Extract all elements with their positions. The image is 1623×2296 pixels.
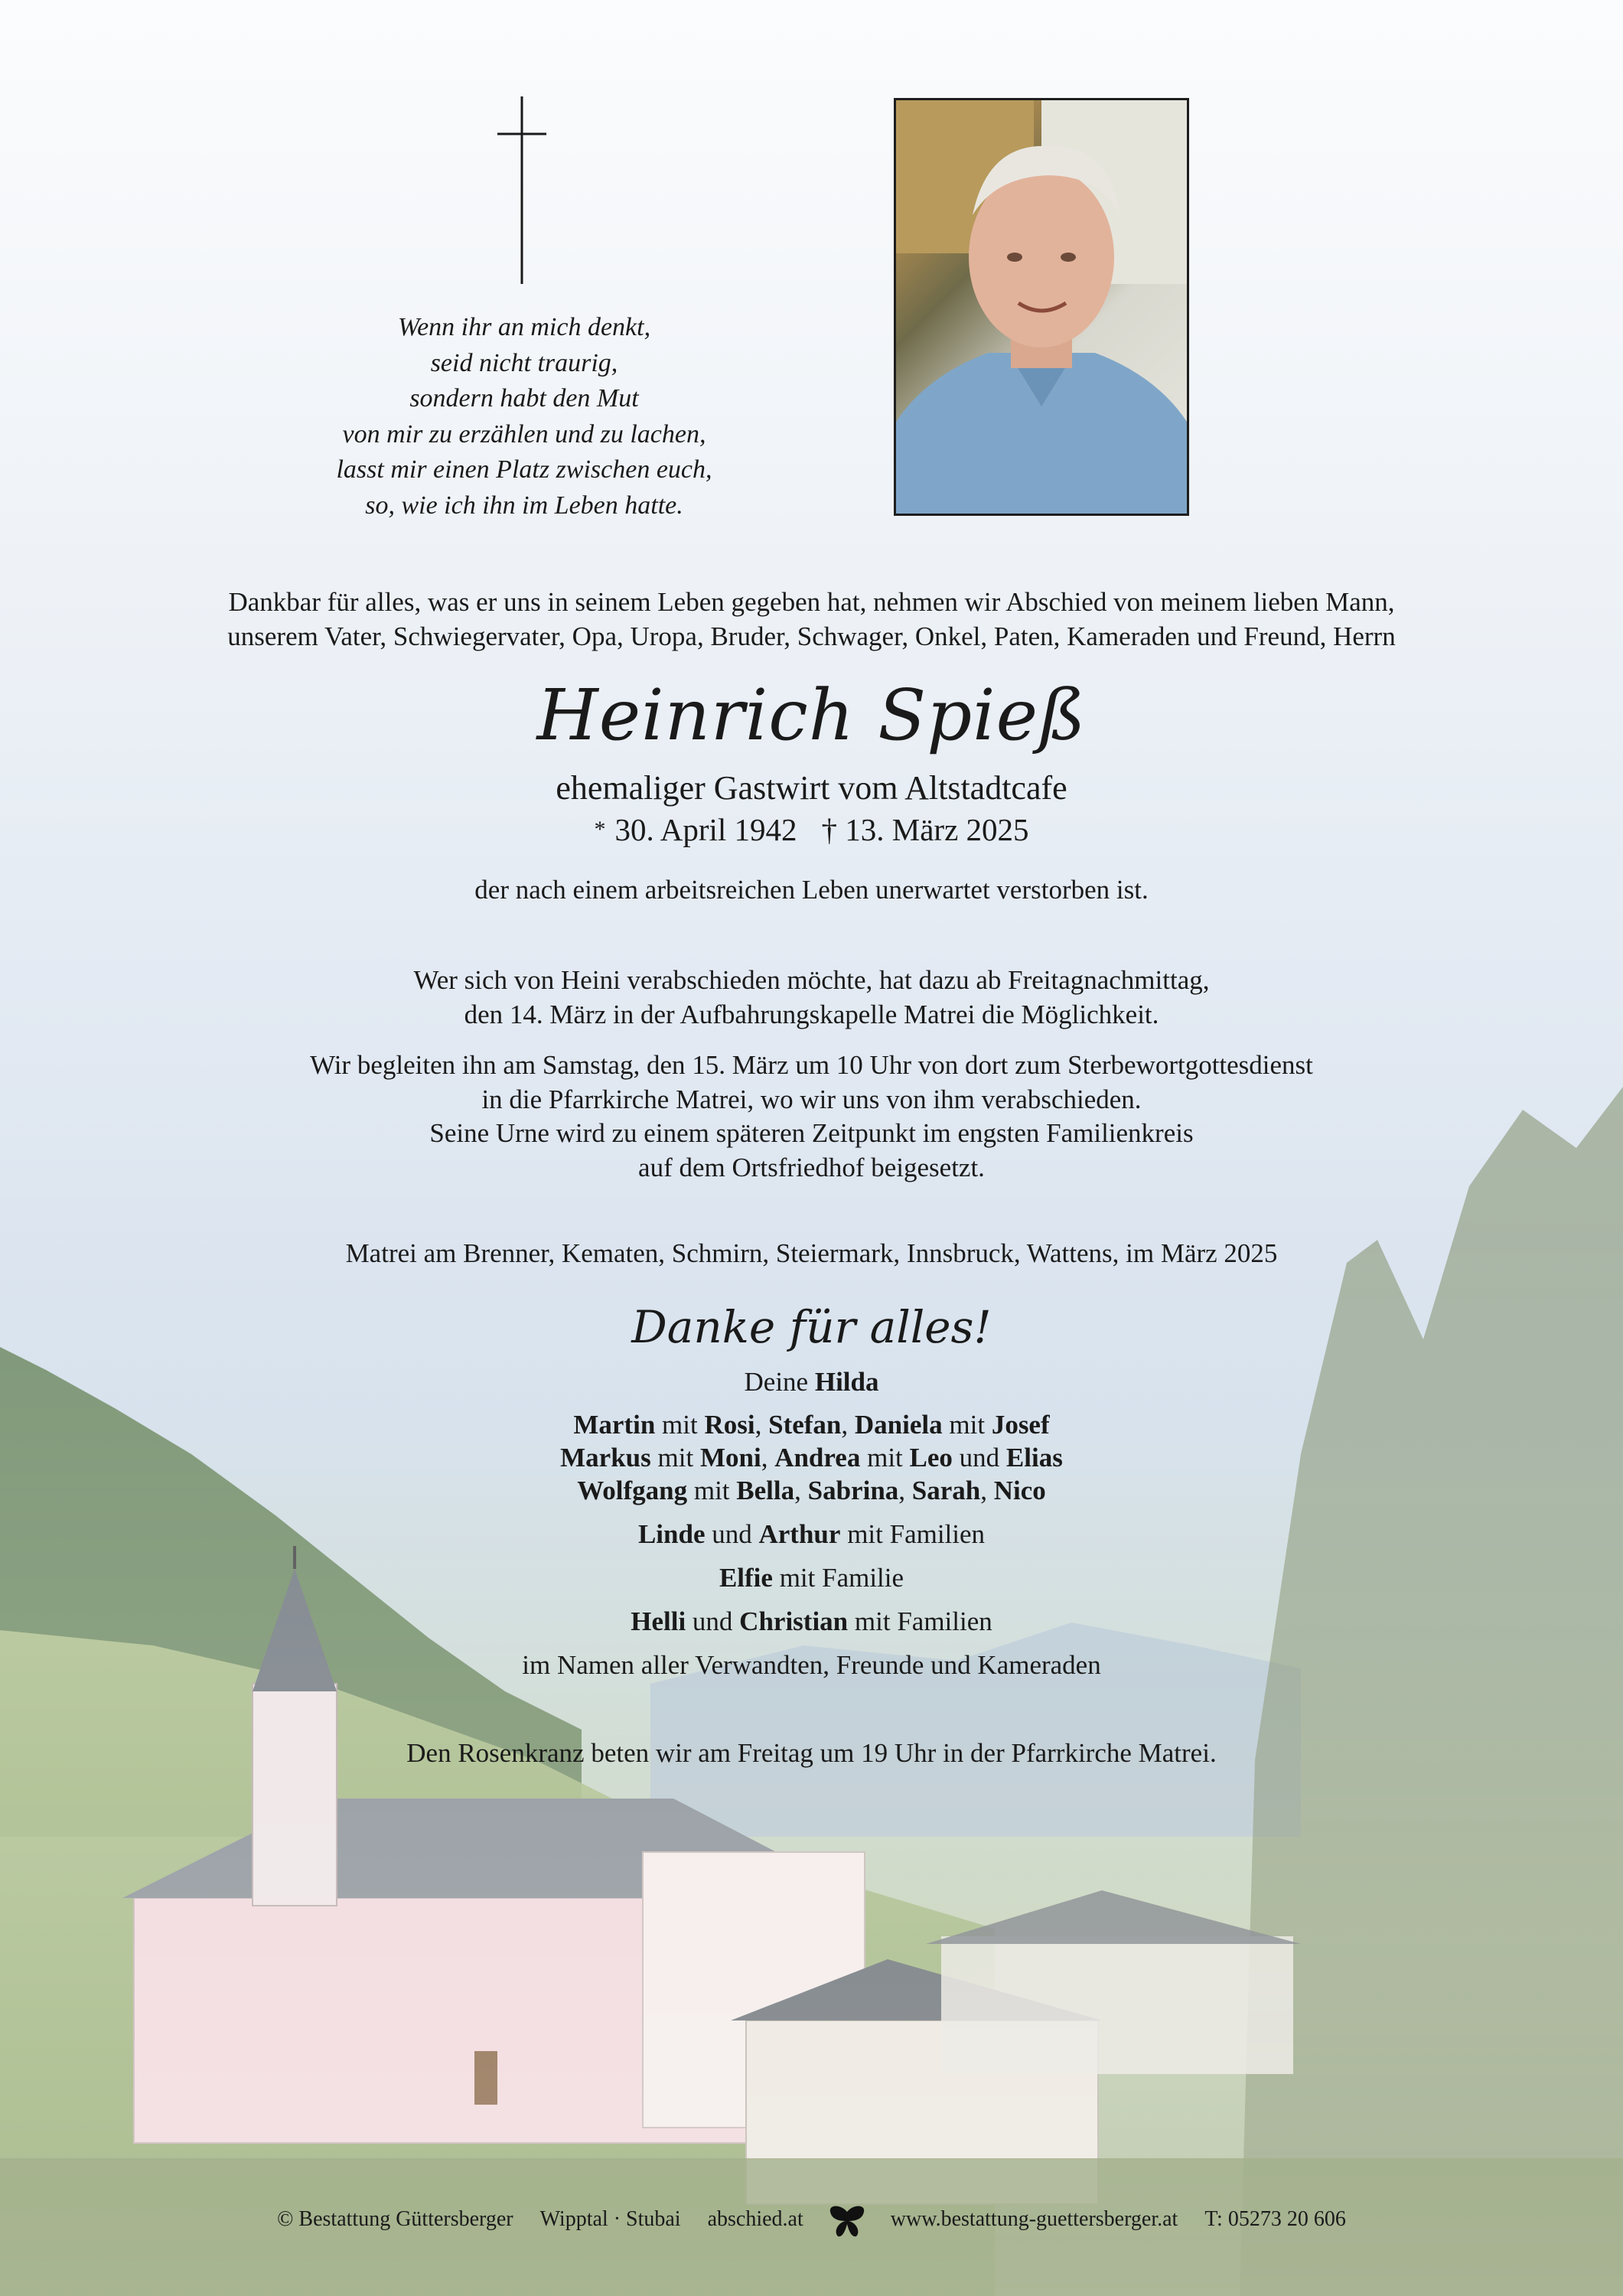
viewing-line: den 14. März in der Aufbahrungskapelle Matrei die Möglichkeit. [464, 999, 1159, 1029]
thanks-heading: Danke für alles! [631, 1301, 992, 1353]
deceased-occupation: ehemaliger Gastwirt vom Altstadtcafe [556, 769, 1067, 807]
poem-line: so, wie ich ihn im Leben hatte. [365, 491, 683, 520]
portrait-illustration [896, 100, 1187, 514]
intro-line: unserem Vater, Schwiegervater, Opa, Uropa, Bruder, Schwager, Onkel, Paten, Kameraden und Freund, Herrn [227, 621, 1396, 651]
wife-prefix: Deine [744, 1367, 809, 1397]
footer-copyright: © Bestattung Güttersberger [277, 2207, 513, 2232]
memorial-poem [268, 310, 781, 523]
footer-website[interactable]: www.bestattung-guettersberger.at [890, 2207, 1178, 2232]
poem-line: von mir zu erzählen und zu lachen, [342, 419, 706, 448]
footer-phone: T: 05273 20 606 [1204, 2207, 1346, 2232]
intro-text [0, 585, 1623, 654]
intro-line: Dankbar für alles, was er uns in seinem Leben gegeben hat, nehmen wir Abschied von meinem lieben Mann, [228, 587, 1395, 617]
death-date: 13. März 2025 [845, 812, 1029, 847]
family-line-4: Linde und Arthur mit Familien [637, 1519, 986, 1549]
funeral-info [0, 1049, 1623, 1185]
funeral-line: in die Pfarrkirche Matrei, wo wir uns von ihm verabschieden. [481, 1084, 1142, 1114]
viewing-line: Wer sich von Heini verabschieden möchte, hat dazu ab Freitagnachmittag, [413, 965, 1210, 995]
poem-line: sondern habt den Mut [409, 384, 639, 413]
funeral-line: Wir begleiten ihn am Samstag, den 15. März um 10 Uhr von dort zum Sterbewortgottesdienst [310, 1050, 1313, 1080]
portrait-photo [894, 98, 1189, 516]
family-closing: im Namen aller Verwandten, Freunde und Kameraden [522, 1650, 1101, 1680]
footer-region: Wipptal · Stubai [539, 2207, 681, 2232]
footer-portal: abschied.at [707, 2207, 803, 2232]
wife-name: Hilda [814, 1367, 879, 1397]
family-line-2: Markus mit Moni, Andrea mit Leo und Elias [560, 1443, 1063, 1473]
cross-icon [497, 96, 546, 284]
butterfly-icon [827, 2204, 867, 2238]
poem-line: lasst mir einen Platz zwischen euch, [336, 455, 712, 484]
rosary-info: Den Rosenkranz beten wir am Freitag um 19 Uhr in der Pfarrkirche Matrei. [406, 1738, 1217, 1768]
family-line-1: Martin mit Rosi, Stefan, Daniela mit Josef [573, 1410, 1050, 1440]
funeral-line: Seine Urne wird zu einem späteren Zeitpunkt im engsten Familienkreis [429, 1118, 1194, 1148]
life-dates [0, 810, 1623, 850]
family-line-6: Helli und Christian mit Familien [631, 1606, 992, 1636]
birth-date: 30. April 1942 [614, 812, 797, 847]
viewing-info [0, 964, 1623, 1032]
poem-line: Wenn ihr an mich denkt, [397, 313, 651, 341]
deceased-name: Heinrich Spieß [536, 674, 1087, 756]
family-wife [0, 1365, 1623, 1398]
poem-line: seid nicht traurig, [430, 348, 618, 377]
places-date: Matrei am Brenner, Kematen, Schmirn, Steiermark, Innsbruck, Wattens, im März 2025 [345, 1238, 1278, 1268]
family-line-5: Elfie mit Familie [719, 1563, 904, 1593]
footer [0, 2204, 1623, 2238]
funeral-line: auf dem Ortsfriedhof beigesetzt. [638, 1152, 985, 1182]
death-symbol: † [821, 812, 838, 847]
passing-note: der nach einem arbeitsreichen Leben unerwartet verstorben ist. [474, 875, 1149, 905]
birth-symbol: * [594, 817, 606, 842]
family-line-3: Wolfgang mit Bella, Sabrina, Sarah, Nico [577, 1476, 1046, 1505]
